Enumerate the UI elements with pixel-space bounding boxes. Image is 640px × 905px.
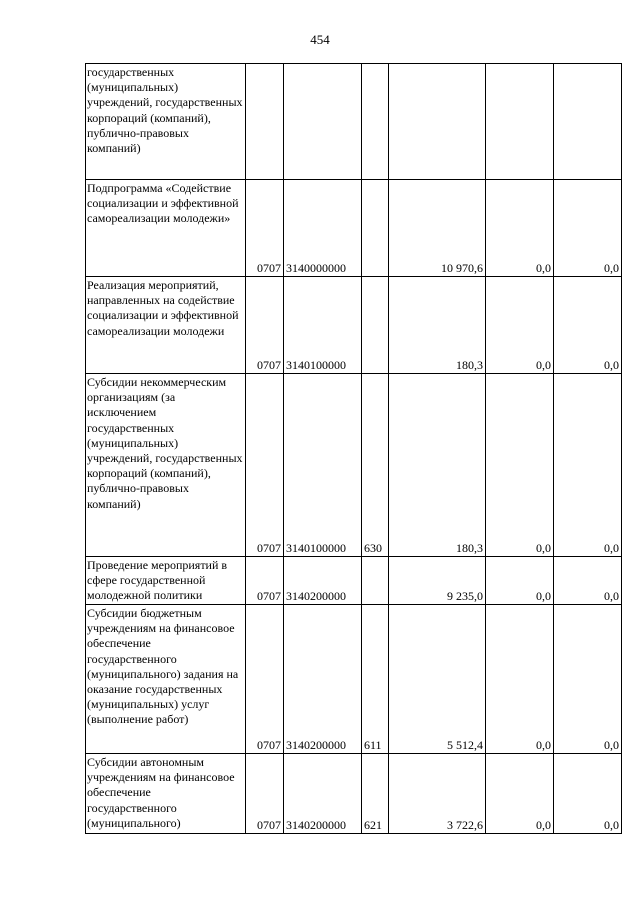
amount-year-2 <box>486 64 554 180</box>
amount-year-2: 0,0 <box>486 754 554 834</box>
target-article-code <box>284 64 362 180</box>
section-code: 0707 <box>246 277 284 374</box>
expense-type-code: 630 <box>362 374 389 557</box>
row-description: Субсидии некоммерческим организациям (за исключением государственных (муниципальных) учреждений, государственных корпораций (компаний), публично-правовых компаний) <box>86 374 246 557</box>
target-article-code: 3140000000 <box>284 180 362 277</box>
table-row <box>86 374 622 557</box>
amount-year-1: 9 235,0 <box>389 557 486 605</box>
row-description: Субсидии бюджетным учреждениям на финансовое обеспечение государственного (муниципального) задания на оказание государственных (муниципальных) услуг (выполнение работ) <box>86 605 246 754</box>
row-description: государственных (муниципальных) учреждений, государственных корпораций (компаний), публично-правовых компаний) <box>86 64 246 180</box>
amount-year-2: 0,0 <box>486 277 554 374</box>
table-row <box>86 557 622 605</box>
amount-year-3: 0,0 <box>554 277 622 374</box>
row-description: Проведение мероприятий в сфере государственной молодежной политики <box>86 557 246 605</box>
target-article-code: 3140200000 <box>284 754 362 834</box>
amount-year-1: 180,3 <box>389 374 486 557</box>
section-code: 0707 <box>246 754 284 834</box>
amount-year-1: 10 970,6 <box>389 180 486 277</box>
expense-type-code <box>362 277 389 374</box>
table-row <box>86 754 622 834</box>
amount-year-3: 0,0 <box>554 557 622 605</box>
target-article-code: 3140200000 <box>284 557 362 605</box>
table-row <box>86 277 622 374</box>
table-row <box>86 605 622 754</box>
amount-year-3: 0,0 <box>554 754 622 834</box>
table-row <box>86 180 622 277</box>
row-description: Субсидии автономным учреждениям на финансовое обеспечение государственного (муниципального) <box>86 754 246 834</box>
amount-year-2: 0,0 <box>486 180 554 277</box>
expense-type-code: 621 <box>362 754 389 834</box>
amount-year-3: 0,0 <box>554 374 622 557</box>
section-code: 0707 <box>246 180 284 277</box>
target-article-code: 3140200000 <box>284 605 362 754</box>
amount-year-2: 0,0 <box>486 605 554 754</box>
amount-year-1: 5 512,4 <box>389 605 486 754</box>
row-description: Реализация мероприятий, направленных на содействие социализации и эффективной самореализации молодежи <box>86 277 246 374</box>
amount-year-2: 0,0 <box>486 374 554 557</box>
expense-type-code <box>362 180 389 277</box>
page-number: 454 <box>310 32 330 47</box>
amount-year-2: 0,0 <box>486 557 554 605</box>
section-code <box>246 64 284 180</box>
budget-table <box>85 63 622 834</box>
table-row <box>86 64 622 180</box>
section-code: 0707 <box>246 374 284 557</box>
row-description: Подпрограмма «Содействие социализации и эффективной самореализации молодежи» <box>86 180 246 277</box>
expense-type-code <box>362 557 389 605</box>
section-code: 0707 <box>246 605 284 754</box>
section-code: 0707 <box>246 557 284 605</box>
target-article-code: 3140100000 <box>284 277 362 374</box>
expense-type-code <box>362 64 389 180</box>
expense-type-code: 611 <box>362 605 389 754</box>
amount-year-3: 0,0 <box>554 180 622 277</box>
amount-year-3 <box>554 64 622 180</box>
target-article-code: 3140100000 <box>284 374 362 557</box>
amount-year-1: 3 722,6 <box>389 754 486 834</box>
amount-year-1: 180,3 <box>389 277 486 374</box>
amount-year-3: 0,0 <box>554 605 622 754</box>
amount-year-1 <box>389 64 486 180</box>
